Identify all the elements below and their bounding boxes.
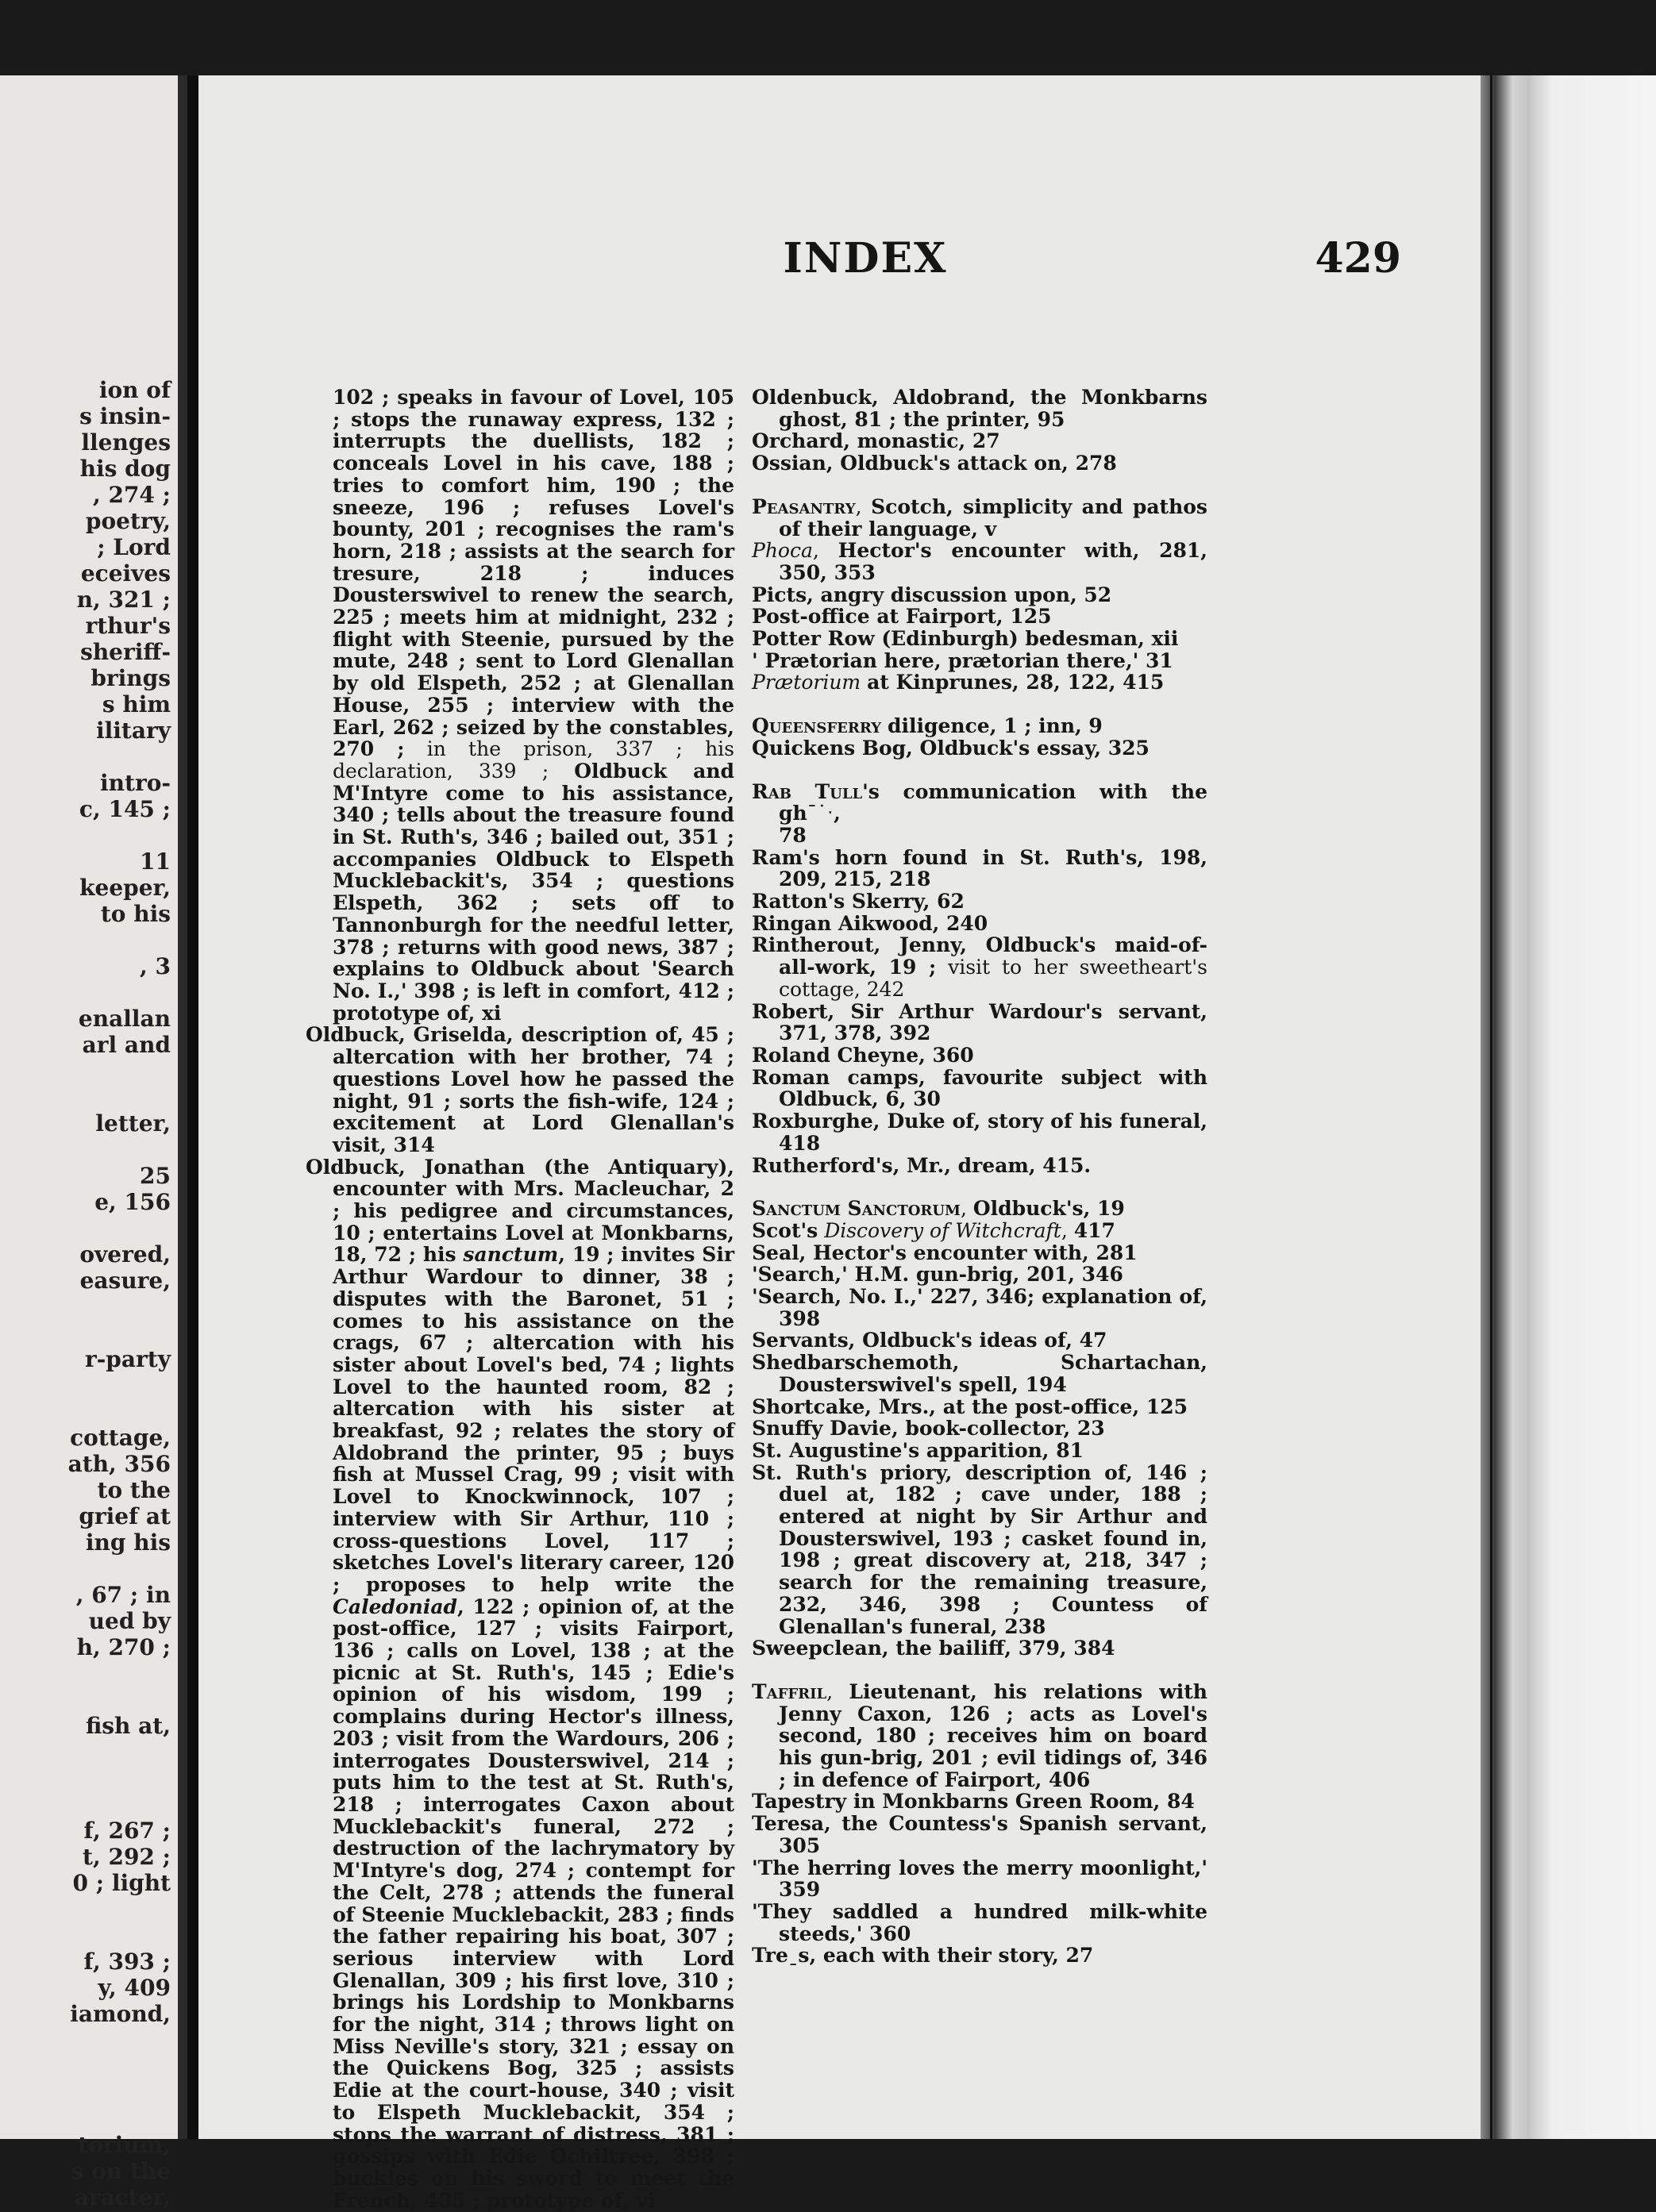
facing-page-line: n, 321 ; (76, 587, 171, 613)
facing-page-line (0, 1137, 171, 1163)
page-edge-line (1490, 75, 1492, 2139)
facing-page-line: , 3 (140, 953, 171, 979)
facing-page-line: c, 145 ; (79, 796, 171, 822)
index-entry: Shedbarschemoth, Schartachan, Dousterswivel's spell, 194 (752, 1351, 1207, 1396)
index-entry: 'They saddled a hundred milk-white steeds,' 360 (752, 1900, 1207, 1945)
index-entry: Snuffy Davie, book-collector, 23 (752, 1417, 1105, 1441)
facing-page-line (0, 1294, 171, 1320)
facing-page-line: llenges (81, 429, 171, 456)
facing-page-line: poetry, (85, 508, 171, 534)
index-entry: Seal, Hector's encounter with, 281 (752, 1241, 1138, 1264)
index-entry: Rab Tull's communication with the ghˉ˙ˑ, 78 (752, 779, 1207, 847)
facing-page-line: eceives (80, 560, 171, 587)
facing-page-line: , 67 ; in (75, 1582, 171, 1608)
facing-page-line (0, 1739, 171, 1765)
facing-page-line: r-party (84, 1346, 171, 1372)
index-entry: Ringan Aikwood, 240 (752, 911, 988, 935)
index-entry: Phoca, Hector's encounter with, 281, 350, 353 (752, 539, 1207, 584)
facing-page-line (0, 979, 171, 1006)
index-entry: Oldbuck, Griselda, description of, 45 ; altercation with her brother, 74 ; questions Lovel how he passed the night, 91 ; sorts the fish-wife, 124 ; excitement at Lord Glenallan's visit, 314 (306, 1023, 734, 1156)
facing-page-line: f, 393 ; (83, 1948, 171, 1975)
facing-page-line: aracter, (74, 2184, 171, 2210)
facing-page-line: ilitary (95, 717, 171, 744)
index-entry: Roxburghe, Duke of, story of his funeral, 418 (752, 1110, 1207, 1155)
page-title: INDEX (783, 234, 948, 283)
book-spine (187, 75, 198, 2139)
facing-page-line: h, 270 ; (76, 1634, 171, 1660)
facing-page-line: torium, (78, 2132, 171, 2158)
facing-page (0, 75, 187, 2210)
facing-page-line: cottage, (70, 1425, 171, 1451)
index-entry: Sweepclean, the bailiff, 379, 384 (752, 1637, 1115, 1660)
facing-page-line (0, 1687, 171, 1713)
index-entry: ' Prætorian here, prætorian there,' 31 (752, 648, 1173, 672)
facing-page-line: ued by (88, 1608, 171, 1634)
facing-page-line (0, 2106, 171, 2132)
facing-page-line (0, 1215, 171, 1241)
page-edge (1481, 75, 1656, 2139)
facing-page-line (0, 1556, 171, 1582)
facing-page-line: ion of (98, 377, 171, 403)
facing-page-line (0, 2053, 171, 2079)
index-entry: Tapestry in Monkbarns Green Room, 84 (752, 1790, 1195, 1814)
index-entry: Ratton's Skerry, 62 (752, 890, 965, 914)
facing-page-line: fish at, (85, 1713, 171, 1739)
facing-page-line (0, 822, 171, 848)
facing-page-line (0, 927, 171, 953)
index-entry: Roland Cheyne, 360 (752, 1043, 974, 1067)
index-entry: Rutherford's, Mr., dream, 415. (752, 1153, 1092, 1177)
index-entry: Queensferry diligence, 1 ; inn, 9 (752, 714, 1103, 738)
index-page (198, 75, 1481, 2212)
index-entry: 'The herring loves the merry moonlight,' 359 (752, 1856, 1207, 1902)
facing-page-line: his dog (79, 456, 171, 482)
index-entry: Treˍs, each with their story, 27 (752, 1944, 1094, 1968)
facing-page-line: to the (97, 1477, 171, 1503)
index-column-left (306, 387, 734, 2211)
facing-page-line (0, 1058, 171, 1084)
facing-page-line: easure, (79, 1268, 171, 1294)
index-entry: 102 ; speaks in favour of Lovel, 105 ; stops the runaway express, 132 ; interrupts the duellists, 182 ; conceals Lovel in his cave, 188 ; tries to comfort him, 190 ; the sneeze, 196 ; refuses Lovel's bounty, 201 ; recognises the ram's horn, 218 ; assists at the search for tresure, 218 ; induces Dousterswivel to renew the search, 225 ; meets him at midnight, 232 ; flight with Steenie, pursued by the mute, 248 ; sent to Lord Glenallan by old Elspeth, 252 ; at Glenallan House, 255 ; interview with the Earl, 262 ; seized by the constables, 270 ; in the prison, 337 ; his declaration, 339 ; Oldbuck and M'Intyre come to his assistance, 340 ; tells about the treasure found in St. Ruth's, 346 ; bailed out, 351 ; accompanies Oldbuck to Elspeth Mucklebackit's, 354 ; questions Elspeth, 362 ; sets off to Tannonburgh for the needful letter, 378 ; returns with good news, 387 ; explains to Oldbuck about 'Search No. I.,' 398 ; is left in comfort, 412 ; prototype of, xi (333, 386, 734, 1025)
facing-page-line (0, 2027, 171, 2053)
left-gutter (178, 75, 187, 2139)
facing-page-text (0, 377, 171, 2210)
facing-page-line: ath, 356 (67, 1451, 171, 1477)
index-entry: Teresa, the Countess's Spanish servant, 305 (752, 1812, 1207, 1857)
facing-page-line: s insin- (79, 403, 171, 429)
index-entry: 'Search, No. I.,' 227, 346; explanation of, 398 (752, 1285, 1207, 1330)
index-entry: Post-office at Fairport, 125 (752, 605, 1052, 629)
facing-page-line: e, 156 (94, 1189, 171, 1215)
facing-page-line (0, 1372, 171, 1398)
facing-page-line: f, 267 ; (83, 1818, 171, 1844)
index-entry: St. Ruth's priory, description of, 146 ; duel at, 182 ; cave under, 188 ; entered at night by Sir Arthur and Dousterswivel, 193 ; casket found in, 198 ; great discovery at, 218, 347 ; search for the remaining treasure, 232, 346, 398 ; Countess of Glenallan's funeral, 238 (752, 1460, 1207, 1638)
facing-page-line: to his (100, 901, 171, 927)
facing-page-line (0, 1660, 171, 1687)
facing-page-line: y, 409 (98, 1975, 171, 2001)
index-entry: Oldbuck, Jonathan (the Antiquary), encounter with Mrs. Macleuchar, 2 ; his pedigree and circumstances, 10 ; entertains Lovel at Monkbarns, 18, 72 ; his sanctum, 19 ; invites Sir Arthur Wardour to dinner, 38 ; disputes with the Baronet, 51 ; comes to his assistance on the crags, 67 ; altercation with his sister about Lovel's bed, 74 ; lights Lovel to the haunted room, 82 ; altercation with his sister at breakfast, 92 ; relates the story of Aldobrand the printer, 95 ; buys fish at Mussel Crag, 99 ; visit with Lovel to Knockwinnock, 107 ; interview with Sir Arthur, 110 ; cross-questions Lovel, 117 ; sketches Lovel's literary career, 120 ; proposes to help write the Caledoniad, 122 ; opinion of, at the post-office, 127 ; visits Fairport, 136 ; calls on Lovel, 138 ; at the picnic at St. Ruth's, 145 ; Edie's opinion of his wisdom, 199 ; complains during Hector's illness, 203 ; visit from the Wardours, 206 ; interrogates Dousterswivel, 214 ; puts him to the test at St. Ruth's, 218 ; interrogates Caxon about Mucklebackit's funeral, 272 ; destruction of the lachrymatory by M'Intyre's dog, 274 ; contempt for the Celt, 278 ; attends the funeral of Steenie Mucklebackit, 283 ; finds the father repairing his boat, 307 ; serious interview with Lord Glenallan, 309 ; his first love, 310 ; brings his Lordship to Monkbarns for the night, 314 ; throws light on Miss Neville's story, 321 ; essay on the Quickens Bog, 325 ; assists Edie at the court-house, 340 ; visit to Elspeth Mucklebackit, 354 ; stops the warrant of distress, 381 ; gossips with Edie Ochiltree, 398 ; buckles on his sword to meet the French, 405 ; prototype of, vi (306, 1155, 735, 2212)
facing-page-line: 0 ; light (72, 1870, 171, 1896)
facing-page-line (0, 1922, 171, 1948)
index-entry: Picts, angry discussion upon, 52 (752, 583, 1112, 606)
facing-page-line (0, 1765, 171, 1791)
index-entry: Oldenbuck, Aldobrand, the Monkbarns ghost, 81 ; the printer, 95 (752, 386, 1207, 431)
facing-page-line: 11 (140, 848, 171, 875)
facing-page-line: arl and (82, 1032, 171, 1058)
facing-page-line: overed, (79, 1241, 171, 1268)
index-entry: Taffril, Lieutenant, his relations with Jenny Caxon, 126 ; acts as Lovel's second, 180 ; receives him on board his gun-brig, 201 ; evil tidings of, 346 ; in defence of Fairport, 406 (752, 1679, 1207, 1791)
facing-page-line (0, 2079, 171, 2106)
facing-page-line: s him (102, 691, 171, 717)
page-number: 429 (1315, 234, 1401, 283)
facing-page-line: , 274 ; (92, 482, 171, 508)
facing-page-line: ; Lord (97, 534, 171, 560)
facing-page-line: ing his (85, 1529, 171, 1556)
facing-page-line (0, 1896, 171, 1922)
facing-page-line: enallan (78, 1006, 171, 1032)
facing-page-line: iamond, (70, 2001, 171, 2027)
facing-page-line: intro- (100, 770, 171, 796)
facing-page-line (0, 1398, 171, 1425)
facing-page-line (0, 1084, 171, 1110)
facing-page-line (0, 1791, 171, 1818)
facing-page-line: grief at (79, 1503, 171, 1529)
index-column-right (752, 387, 1401, 1967)
index-entry: Peasantry, Scotch, simplicity and pathos of their language, v (752, 494, 1207, 540)
index-entry: Orchard, monastic, 27 (752, 429, 1000, 453)
index-entry: Prætorium at Kinprunes, 28, 122, 415 (752, 671, 1165, 694)
index-entry: 'Search,' H.M. gun-brig, 201, 346 (752, 1263, 1123, 1287)
facing-page-line: s on the (71, 2158, 171, 2184)
index-entry: Quickens Bog, Oldbuck's essay, 325 (752, 736, 1150, 760)
facing-page-line: rthur's (85, 613, 171, 639)
index-entry: St. Augustine's apparition, 81 (752, 1438, 1084, 1462)
index-entry: Robert, Sir Arthur Wardour's servant, 371, 378, 392 (752, 999, 1207, 1045)
index-entry: Roman camps, favourite subject with Oldbuck, 6, 30 (752, 1065, 1207, 1111)
facing-page-line: t, 292 ; (83, 1844, 171, 1870)
facing-page-line: sheriff- (80, 639, 171, 665)
facing-page-line: keeper, (79, 875, 171, 901)
index-entry: Servants, Oldbuck's ideas of, 47 (752, 1329, 1107, 1352)
index-entry: Sanctum Sanctorum, Oldbuck's, 19 (752, 1197, 1125, 1221)
index-entry: Ossian, Oldbuck's attack on, 278 (752, 452, 1117, 475)
index-entry: Scot's Discovery of Witchcraft, 417 (752, 1218, 1115, 1242)
facing-page-line: 25 (140, 1163, 171, 1189)
index-entry: Shortcake, Mrs., at the post-office, 125 (752, 1395, 1188, 1418)
facing-page-line (0, 744, 171, 770)
index-entry: Rintherout, Jenny, Oldbuck's maid-of-all-work, 19 ; visit to her sweetheart's cottage, 242 (752, 933, 1207, 1001)
facing-page-line: brings (91, 665, 171, 691)
facing-page-line (0, 1320, 171, 1346)
facing-page-line: letter, (95, 1110, 171, 1137)
index-entry: Ram's horn found in St. Ruth's, 198, 209, 215, 218 (752, 845, 1207, 891)
index-entry: Potter Row (Edinburgh) bedesman, xii (752, 627, 1179, 651)
